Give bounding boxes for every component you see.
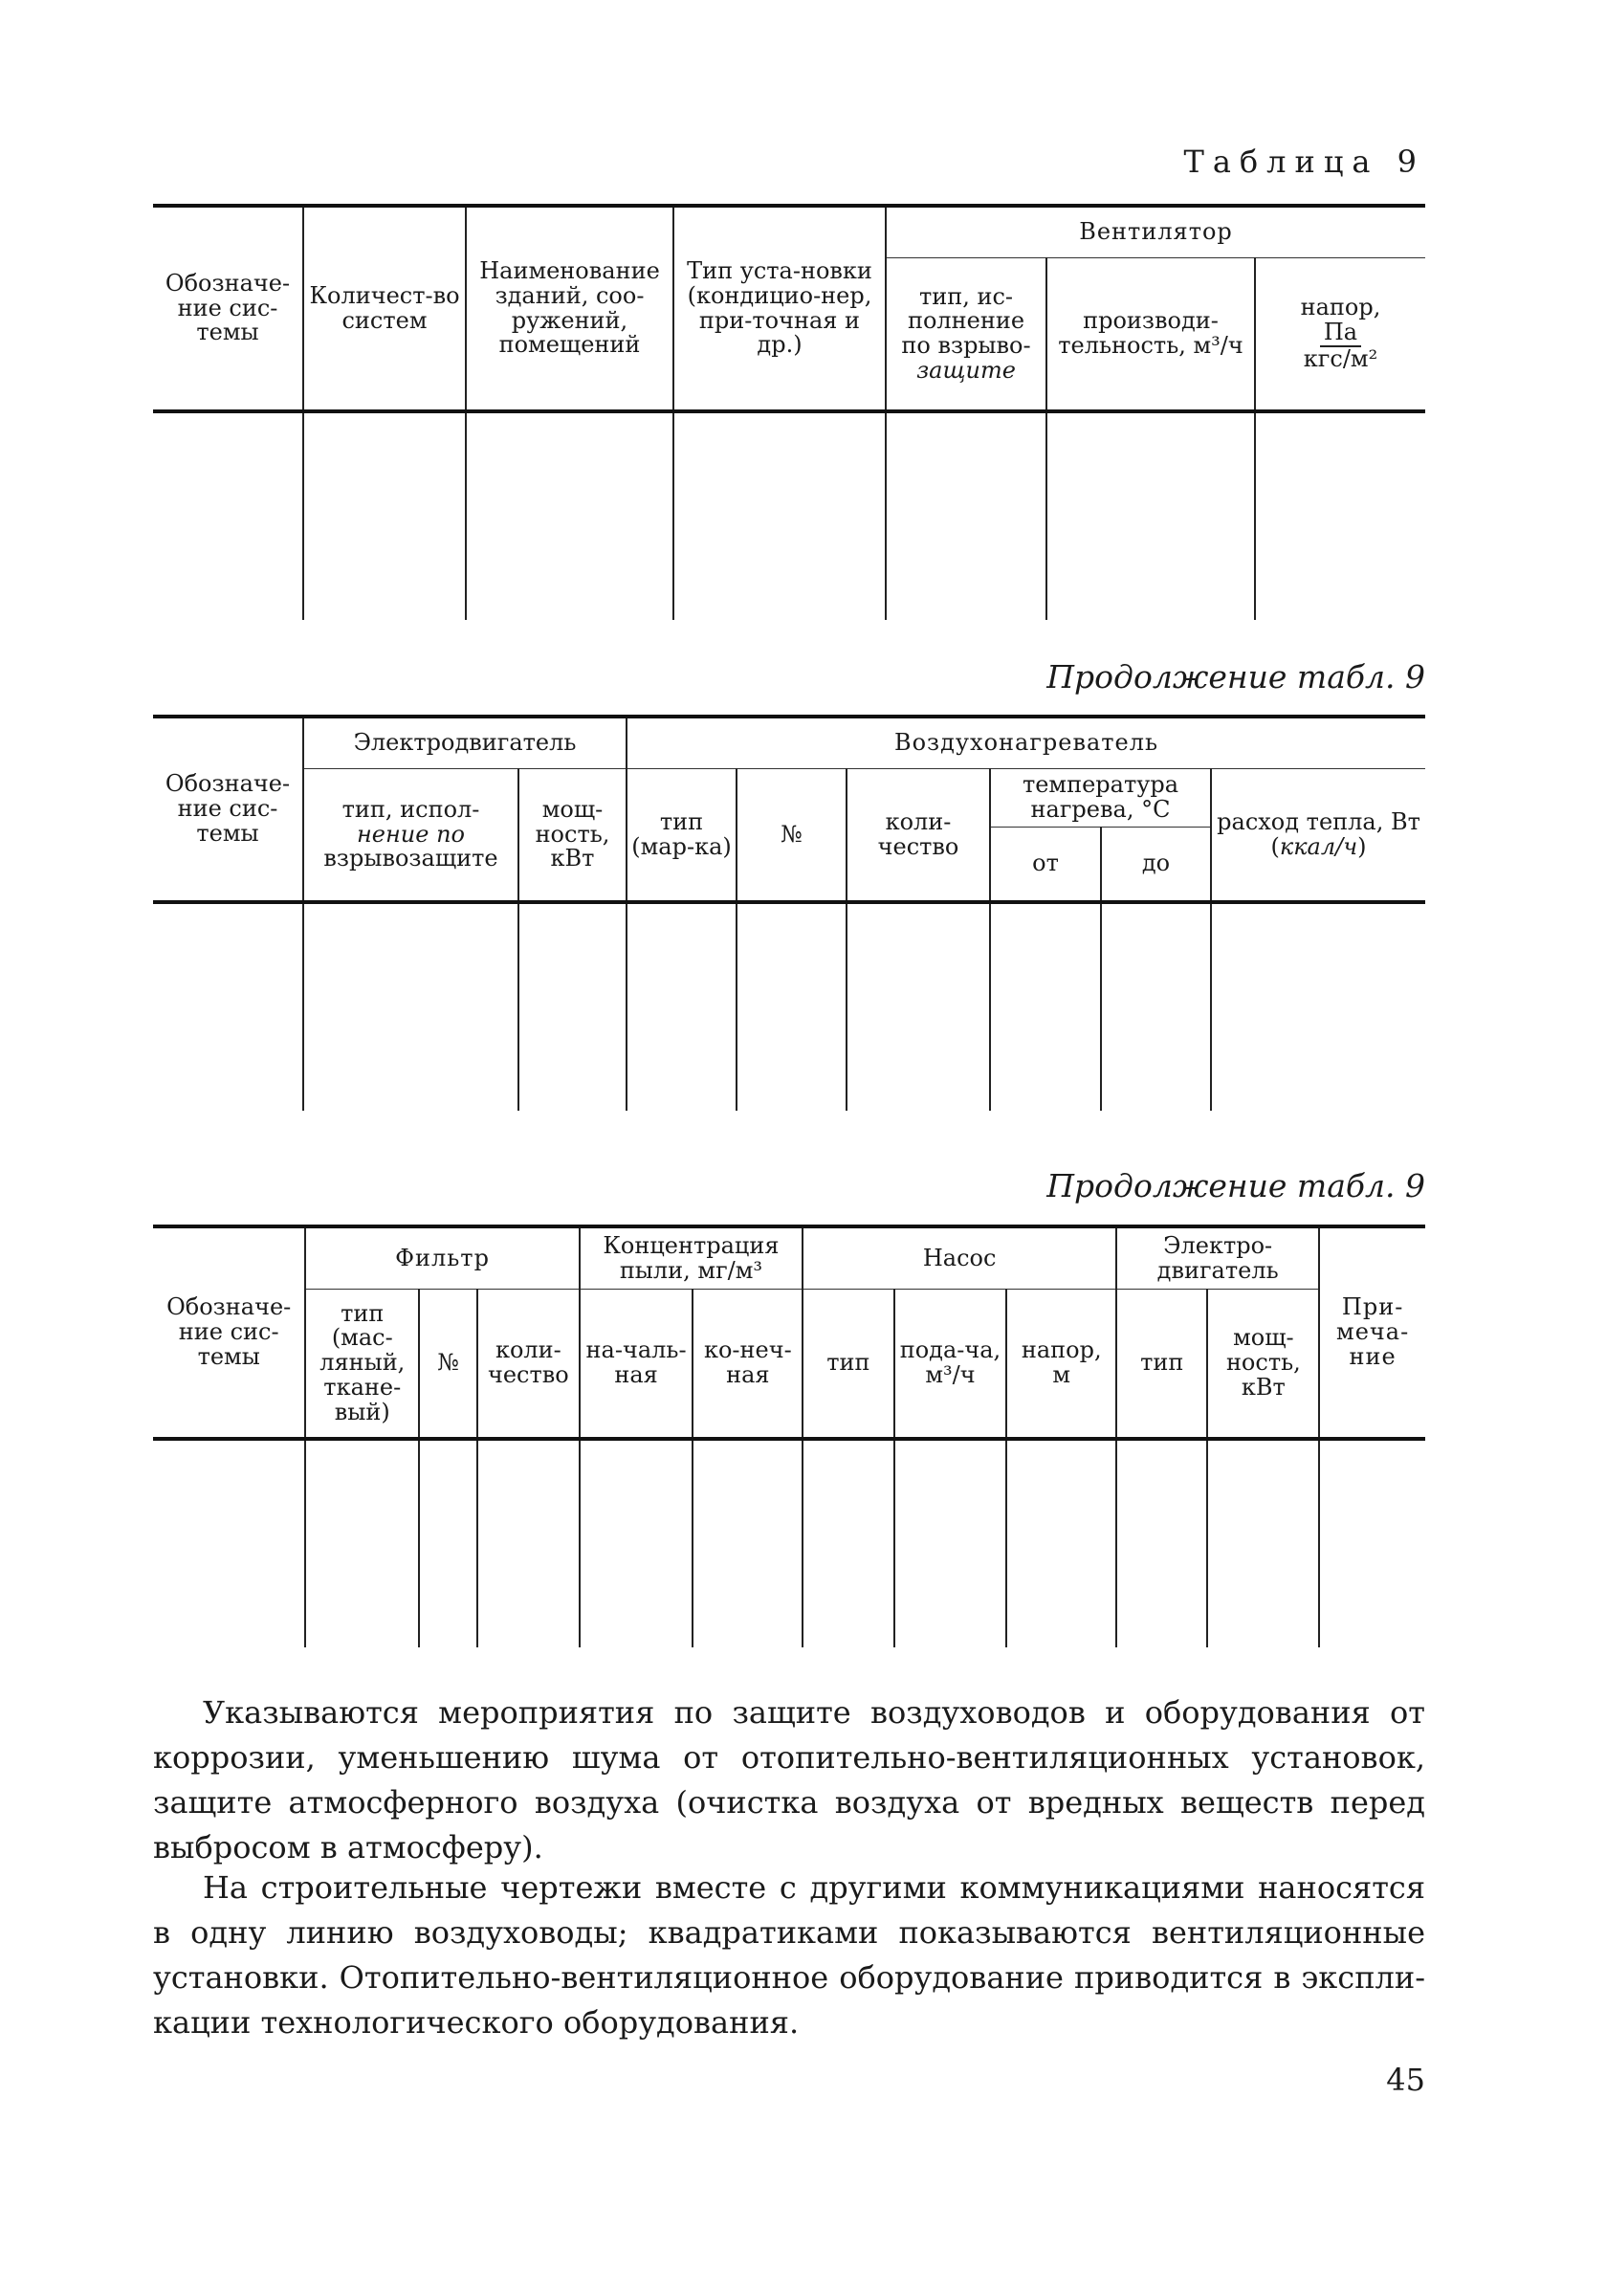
table-row <box>153 1439 1425 1647</box>
motor-type-line2: нение по <box>356 820 465 848</box>
motor-type-line1: тип, испол- <box>341 795 480 823</box>
group-filter: Фильтр <box>305 1226 579 1290</box>
col-heat-flow <box>1211 769 1425 903</box>
heat-flow-unit: ккал/ч <box>1279 832 1358 860</box>
group-motor: Электродвигатель <box>303 717 627 769</box>
col-fan-capacity: производи-тельность, м³/ч <box>1046 258 1255 412</box>
group-dust-concentration: Концентрация пыли, мг/м³ <box>580 1226 803 1290</box>
fan-type-italic: защите <box>916 356 1016 384</box>
motor-type-line3: взрывозащите <box>323 845 498 872</box>
col-dust-final: ко-неч-ная <box>693 1290 803 1440</box>
heat-flow-close: ) <box>1357 832 1367 860</box>
col-pump-head: напор, м <box>1006 1290 1116 1440</box>
fan-type-text: тип, ис-полнение по взрыво- <box>901 282 1031 359</box>
col-heater-quantity: коли-чество <box>847 769 990 903</box>
body-paragraph: Указываются мероприятия по защите воздуховодов и оборудования от коррозии, уменьшению шума от отопительно-вентиляционных установок, защите атмосферного воздуха (очистка воздуха от вредных веществ перед выбросом в атмосферу). <box>153 1694 1425 1866</box>
col-heater-number: № <box>737 769 847 903</box>
col-system-count: Количест-во систем <box>303 206 466 411</box>
col-pump-type: тип <box>803 1290 893 1440</box>
table-9-continued-2 <box>153 1225 1425 1647</box>
heat-flow-text: расход тепла, Вт ( <box>1217 807 1420 860</box>
table-9 <box>153 204 1425 620</box>
col-fan-type <box>886 258 1046 412</box>
group-heater: Воздухонагреватель <box>627 717 1425 769</box>
group-motor: Электро-двигатель <box>1116 1226 1319 1290</box>
col-heater-type: тип (мар-ка) <box>627 769 737 903</box>
col-dust-initial: на-чаль-ная <box>580 1290 693 1440</box>
col-building-name: Наименование зданий, соо-ружений, помещений <box>466 206 673 411</box>
fan-pressure-label: напор, <box>1300 294 1381 321</box>
col-motor-type: тип <box>1116 1290 1207 1440</box>
group-fan: Вентилятор <box>886 206 1425 258</box>
body-paragraph: На строительные чертежи вместе с другими коммуникациями наносятся в одну линию воздуховоды; квадратиками показываются вентиляционные установки. Отопительно-вентиляционное оборудование приводится в экспли-кации технологического оборудования. <box>153 1869 1425 2041</box>
col-fan-pressure <box>1255 258 1425 412</box>
col-filter-type: тип (мас-ляный, ткане-вый) <box>305 1290 419 1440</box>
col-install-type: Тип уста-новки (кондицио-нер, при-точная и др.) <box>673 206 886 411</box>
col-designation: Обозначе-ние сис-темы <box>153 206 303 411</box>
fan-pressure-numerator: Па <box>1320 320 1361 347</box>
table-9-continued-1 <box>153 715 1425 1111</box>
col-note: При-меча-ние <box>1319 1226 1425 1439</box>
table-caption: Продолжение табл. 9 <box>1046 1167 1425 1204</box>
table-row <box>153 411 1425 620</box>
col-designation: Обозначе-ние сис-темы <box>153 717 303 902</box>
table-caption: Таблица 9 <box>1183 144 1425 180</box>
col-temp-from: от <box>990 828 1101 903</box>
group-pump: Насос <box>803 1226 1116 1290</box>
table-row <box>153 902 1425 1111</box>
fan-pressure-denominator: кгс/м² <box>1303 344 1378 372</box>
group-heating-temperature: температура нагрева, °С <box>990 769 1211 828</box>
table-caption: Продолжение табл. 9 <box>1046 658 1425 695</box>
col-motor-type <box>303 769 518 903</box>
col-temp-to: до <box>1101 828 1211 903</box>
col-motor-power: мощ-ность, кВт <box>518 769 627 903</box>
page-number: 45 <box>1386 2062 1425 2098</box>
col-motor-power: мощ-ность, кВт <box>1207 1290 1319 1440</box>
col-designation: Обозначе-ние сис-темы <box>153 1226 305 1439</box>
col-filter-number: № <box>419 1290 477 1440</box>
col-filter-quantity: коли-чество <box>477 1290 580 1440</box>
col-pump-flow: пода-ча, м³/ч <box>894 1290 1007 1440</box>
